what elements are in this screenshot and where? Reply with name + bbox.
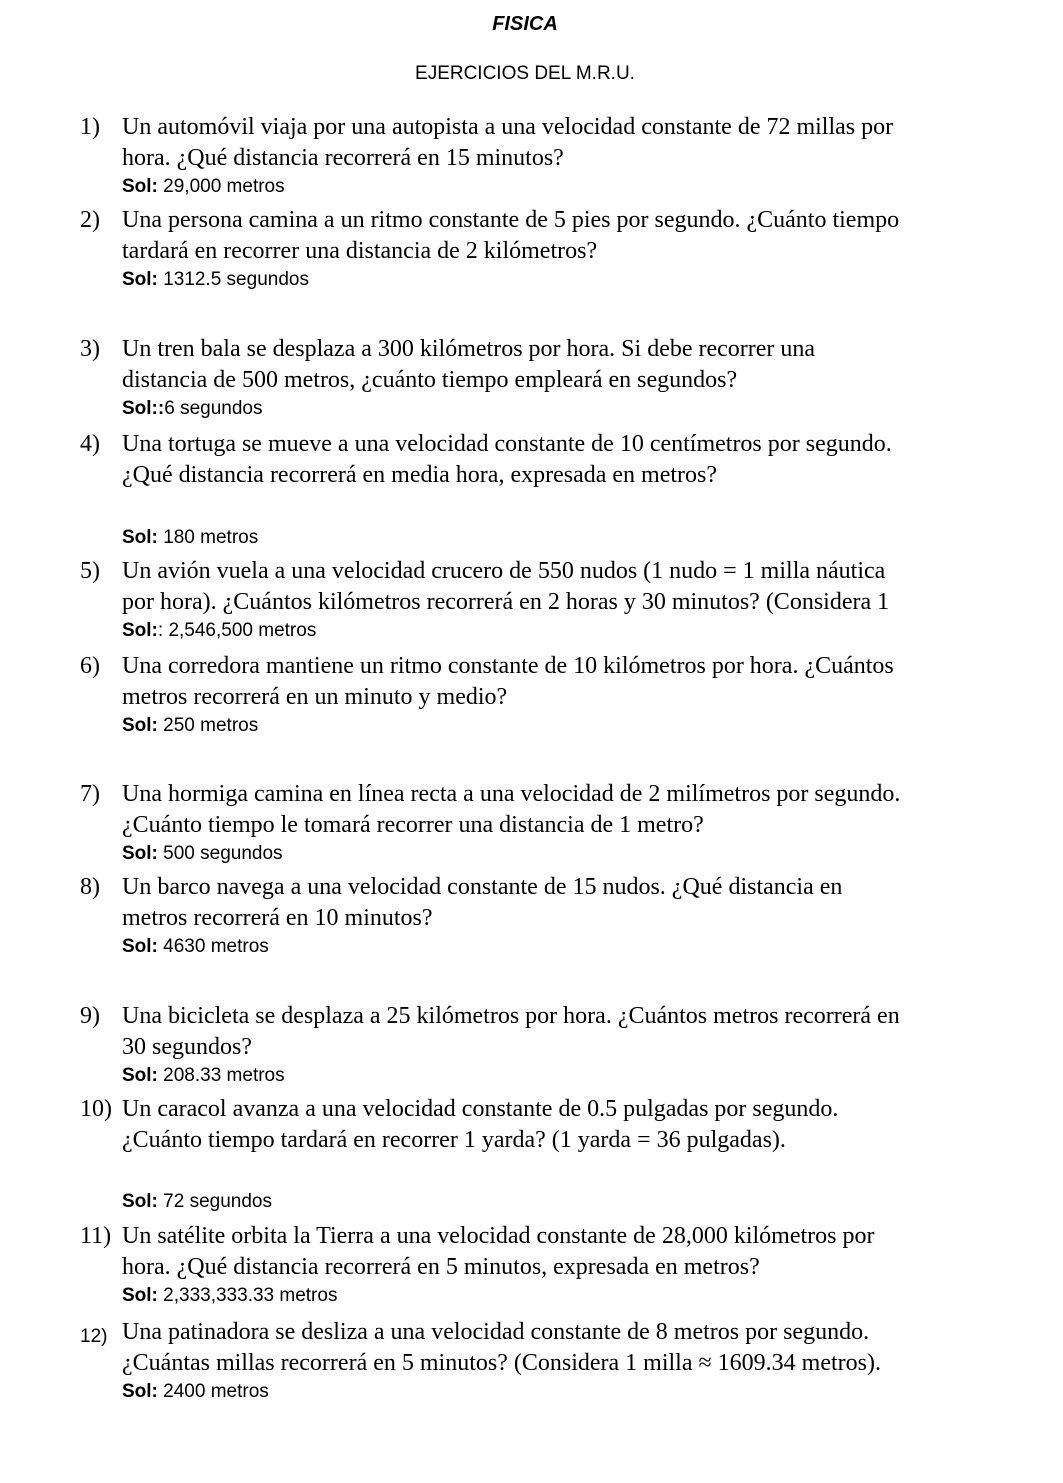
solution-label: Sol: bbox=[122, 936, 158, 957]
solution-label: Sol: bbox=[122, 1065, 158, 1086]
solution bbox=[122, 1379, 1020, 1404]
question-line: Un satélite orbita la Tierra a una velocidad constante de 28,000 kilómetros por bbox=[122, 1223, 875, 1249]
question-line: Un caracol avanza a una velocidad constante de 0.5 pulgadas por segundo. bbox=[122, 1096, 839, 1122]
solution-label: Sol: bbox=[122, 269, 158, 290]
exercise-4 bbox=[80, 429, 1020, 550]
exercise-question bbox=[122, 429, 1020, 491]
exercise-3 bbox=[80, 334, 1020, 421]
question-line: Una patinadora se desliza a una velocidad constante de 8 metros por segundo. bbox=[122, 1319, 870, 1345]
exercise-6 bbox=[80, 651, 1020, 738]
exercise-12 bbox=[80, 1317, 1020, 1404]
exercise-question bbox=[122, 651, 1020, 713]
exercise-number: 4) bbox=[80, 431, 100, 457]
question-line: hora. ¿Qué distancia recorrerá en 5 minutos, expresada en metros? bbox=[122, 1254, 760, 1280]
solution-value: 6 segundos bbox=[164, 398, 263, 419]
question-line: ¿Cuánto tiempo tardará en recorrer 1 yarda? (1 yarda = 36 pulgadas). bbox=[122, 1127, 786, 1153]
exercise-number: 10) bbox=[80, 1096, 112, 1122]
solution bbox=[122, 713, 1020, 738]
solution-value: 4630 metros bbox=[157, 936, 269, 957]
solution bbox=[122, 396, 1020, 421]
solution-label: Sol: bbox=[122, 1285, 158, 1306]
question-line: hora. ¿Qué distancia recorrerá en 15 minutos? bbox=[122, 145, 564, 171]
exercise-question bbox=[122, 1221, 1020, 1283]
exercise-number: 9) bbox=[80, 1003, 100, 1029]
exercise-5 bbox=[80, 556, 1020, 643]
exercise-9 bbox=[80, 1001, 1020, 1088]
exercise-number: 7) bbox=[80, 781, 100, 807]
solution-label: Sol: bbox=[122, 1191, 158, 1212]
question-line: Una persona camina a un ritmo constante de 5 pies por segundo. ¿Cuánto tiempo bbox=[122, 207, 900, 233]
question-line: Un tren bala se desplaza a 300 kilómetros por hora. Si debe recorrer una bbox=[122, 336, 816, 362]
question-line: Una hormiga camina en línea recta a una velocidad de 2 milímetros por segundo. bbox=[122, 781, 901, 807]
exercise-number: 11) bbox=[80, 1223, 112, 1249]
solution-value: 208.33 metros bbox=[157, 1065, 285, 1086]
page-subtitle: EJERCICIOS DEL M.R.U. bbox=[415, 63, 635, 84]
exercise-2 bbox=[80, 205, 1020, 292]
solution-value: 2,333,333.33 metros bbox=[157, 1285, 338, 1306]
question-line: ¿Cuánto tiempo le tomará recorrer una distancia de 1 metro? bbox=[122, 812, 704, 838]
question-line: Un avión vuela a una velocidad crucero de 550 nudos (1 nudo = 1 milla náutica bbox=[122, 558, 886, 584]
solution-value: 500 segundos bbox=[157, 843, 283, 864]
solution-label: Sol: bbox=[122, 1381, 158, 1402]
solution-value: 72 segundos bbox=[157, 1191, 272, 1212]
solution bbox=[122, 1063, 1020, 1088]
exercise-question bbox=[122, 112, 1020, 174]
question-line: ¿Qué distancia recorrerá en media hora, expresada en metros? bbox=[122, 462, 718, 488]
exercise-question bbox=[122, 872, 1020, 934]
solution bbox=[122, 934, 1020, 959]
exercise-number: 3) bbox=[80, 336, 100, 362]
solution-label: Sol: bbox=[122, 176, 158, 197]
exercise-question bbox=[122, 779, 1020, 841]
exercise-7 bbox=[80, 779, 1020, 866]
question-line: Una bicicleta se desplaza a 25 kilómetros por hora. ¿Cuántos metros recorrerá en bbox=[122, 1003, 900, 1029]
solution bbox=[122, 841, 1020, 866]
question-line: tardará en recorrer una distancia de 2 kilómetros? bbox=[122, 238, 598, 264]
solution bbox=[122, 174, 1020, 199]
exercise-1 bbox=[80, 112, 1020, 199]
question-line: Un barco navega a una velocidad constante de 15 nudos. ¿Qué distancia en bbox=[122, 874, 843, 900]
question-line: Una tortuga se mueve a una velocidad constante de 10 centímetros por segundo. bbox=[122, 431, 892, 457]
exercise-number: 1) bbox=[80, 114, 100, 140]
exercise-question bbox=[122, 334, 1020, 396]
question-line: Un automóvil viaja por una autopista a una velocidad constante de 72 millas por bbox=[122, 114, 894, 140]
exercise-10 bbox=[80, 1094, 1020, 1214]
solution-value: 1312.5 segundos bbox=[157, 269, 309, 290]
solution-value: 29,000 metros bbox=[157, 176, 285, 197]
solution-value: 180 metros bbox=[157, 527, 259, 548]
exercise-number: 5) bbox=[80, 558, 100, 584]
page-title: FISICA bbox=[492, 13, 558, 35]
solution-label: Sol: bbox=[122, 715, 158, 736]
question-line: metros recorrerá en un minuto y medio? bbox=[122, 684, 508, 710]
exercise-number: 2) bbox=[80, 207, 100, 233]
solution bbox=[122, 267, 1020, 292]
exercise-question bbox=[122, 556, 1020, 618]
solution-value: : 2,546,500 metros bbox=[157, 620, 317, 641]
exercise-question bbox=[122, 205, 1020, 267]
solution bbox=[122, 525, 1020, 550]
exercise-8 bbox=[80, 872, 1020, 959]
question-line: 30 segundos? bbox=[122, 1034, 252, 1060]
exercise-question bbox=[122, 1094, 1020, 1156]
solution-label: Sol:: bbox=[122, 398, 165, 419]
exercise-number: 12) bbox=[80, 1326, 108, 1347]
solution-value: 250 metros bbox=[157, 715, 259, 736]
question-line: metros recorrerá en 10 minutos? bbox=[122, 905, 433, 931]
solution bbox=[122, 618, 1020, 643]
solution-label: Sol: bbox=[122, 620, 158, 641]
exercise-number: 8) bbox=[80, 874, 100, 900]
solution-value: 2400 metros bbox=[157, 1381, 269, 1402]
solution-label: Sol: bbox=[122, 527, 158, 548]
question-line: ¿Cuántas millas recorrerá en 5 minutos? (Considera 1 milla ≈ 1609.34 metros). bbox=[122, 1350, 881, 1376]
solution bbox=[122, 1189, 1020, 1214]
question-line: por hora). ¿Cuántos kilómetros recorrerá en 2 horas y 30 minutos? (Considera 1 bbox=[122, 589, 890, 615]
question-line: distancia de 500 metros, ¿cuánto tiempo empleará en segundos? bbox=[122, 367, 738, 393]
exercise-question bbox=[122, 1317, 1020, 1379]
exercise-question bbox=[122, 1001, 1020, 1063]
solution-label: Sol: bbox=[122, 843, 158, 864]
question-line: Una corredora mantiene un ritmo constante de 10 kilómetros por hora. ¿Cuántos bbox=[122, 653, 894, 679]
solution bbox=[122, 1283, 1020, 1308]
exercise-number: 6) bbox=[80, 653, 100, 679]
exercise-11 bbox=[80, 1221, 1020, 1308]
